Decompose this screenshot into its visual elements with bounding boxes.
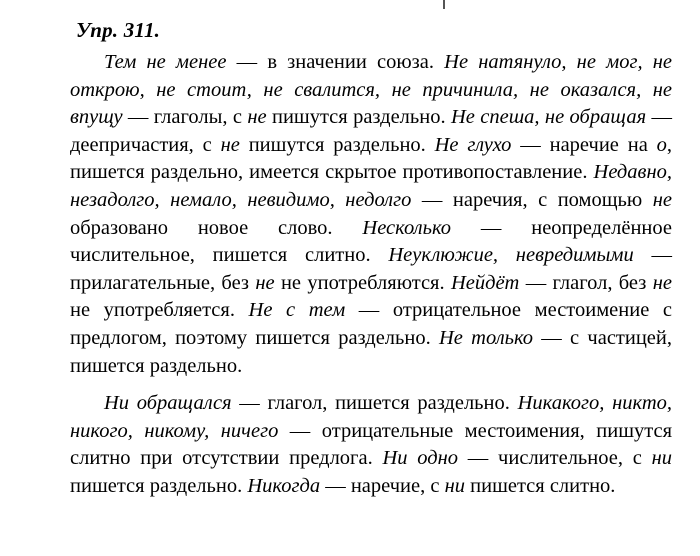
- page-crop-mark: [443, 0, 445, 9]
- body-text: не употребляется.: [70, 299, 249, 322]
- emphasized-text: Недавно, незадолго, немало, невидимо, недолго: [70, 161, 672, 211]
- emphasized-text: ни: [444, 474, 466, 497]
- answer-paragraph-1: [70, 49, 672, 380]
- body-text: не употребляются.: [274, 271, 451, 294]
- emphasized-text: Тем не менее: [104, 51, 227, 73]
- body-text: — в значении союза.: [226, 51, 445, 73]
- body-text: — наречие, с: [320, 474, 445, 497]
- emphasized-text: не: [652, 188, 672, 211]
- emphasized-text: Не глухо: [434, 133, 512, 156]
- emphasized-text: Неуклюжие, невредимыми: [388, 244, 634, 267]
- emphasized-text: Несколько: [362, 216, 452, 239]
- body-text: пишутся раздельно.: [266, 106, 451, 129]
- emphasized-text: не: [220, 133, 240, 156]
- emphasized-text: Ни обращался: [104, 392, 232, 415]
- answer-paragraph-2: [70, 390, 672, 500]
- emphasized-text: Нейдёт: [450, 271, 520, 294]
- body-text: — прилагательные, без: [70, 244, 672, 294]
- emphasized-text: ни: [651, 447, 673, 470]
- emphasized-text: не: [652, 271, 672, 294]
- emphasized-text: Ни одно: [382, 447, 459, 470]
- body-text: — наречия, с помощью: [411, 188, 653, 211]
- emphasized-text: Не только: [438, 326, 534, 349]
- body-text: — отрицательные местоимения, пишутся слитно при отсутствии предлога.: [70, 419, 672, 470]
- body-text: — деепричастия, с: [70, 106, 672, 156]
- emphasized-text: Не с тем: [248, 299, 346, 322]
- body-text: — глаголы, с: [122, 106, 248, 129]
- body-text: — числительное, с: [458, 447, 652, 470]
- emphasized-text: не: [255, 271, 275, 294]
- emphasized-text: Не натянуло, не мог, не открою, не стоит, не свалится, не причинила, не оказался, не впущу: [70, 51, 672, 129]
- emphasized-text: не: [247, 106, 267, 129]
- body-text: пишутся раздельно.: [239, 133, 435, 156]
- body-text: — глагол, без: [519, 271, 653, 294]
- body-text: — глагол, пишется раздельно.: [231, 392, 518, 415]
- emphasized-text: о: [656, 133, 667, 156]
- body-text: — отрицательное местоимение с предлогом, поэтому пишется раздельно.: [70, 299, 672, 349]
- emphasized-text: Никогда: [247, 474, 321, 497]
- exercise-number: Упр. 311.: [76, 18, 161, 42]
- body-text: образовано новое слово.: [70, 216, 363, 239]
- body-text: пишется раздельно.: [70, 474, 248, 497]
- emphasized-text: Никакого, никто, никого, никому, ничего: [70, 392, 673, 442]
- body-text: — с частицей, пишется раздельно.: [70, 326, 673, 377]
- body-text: — наречие на: [511, 133, 657, 156]
- body-text: пишется слитно.: [465, 474, 616, 497]
- emphasized-text: Не спеша, не обращая: [450, 106, 647, 129]
- body-text: — неопределённое числительное, пишется слитно.: [70, 216, 672, 267]
- body-text: , пишется раздельно, имеется скрытое противопоставление.: [70, 133, 673, 184]
